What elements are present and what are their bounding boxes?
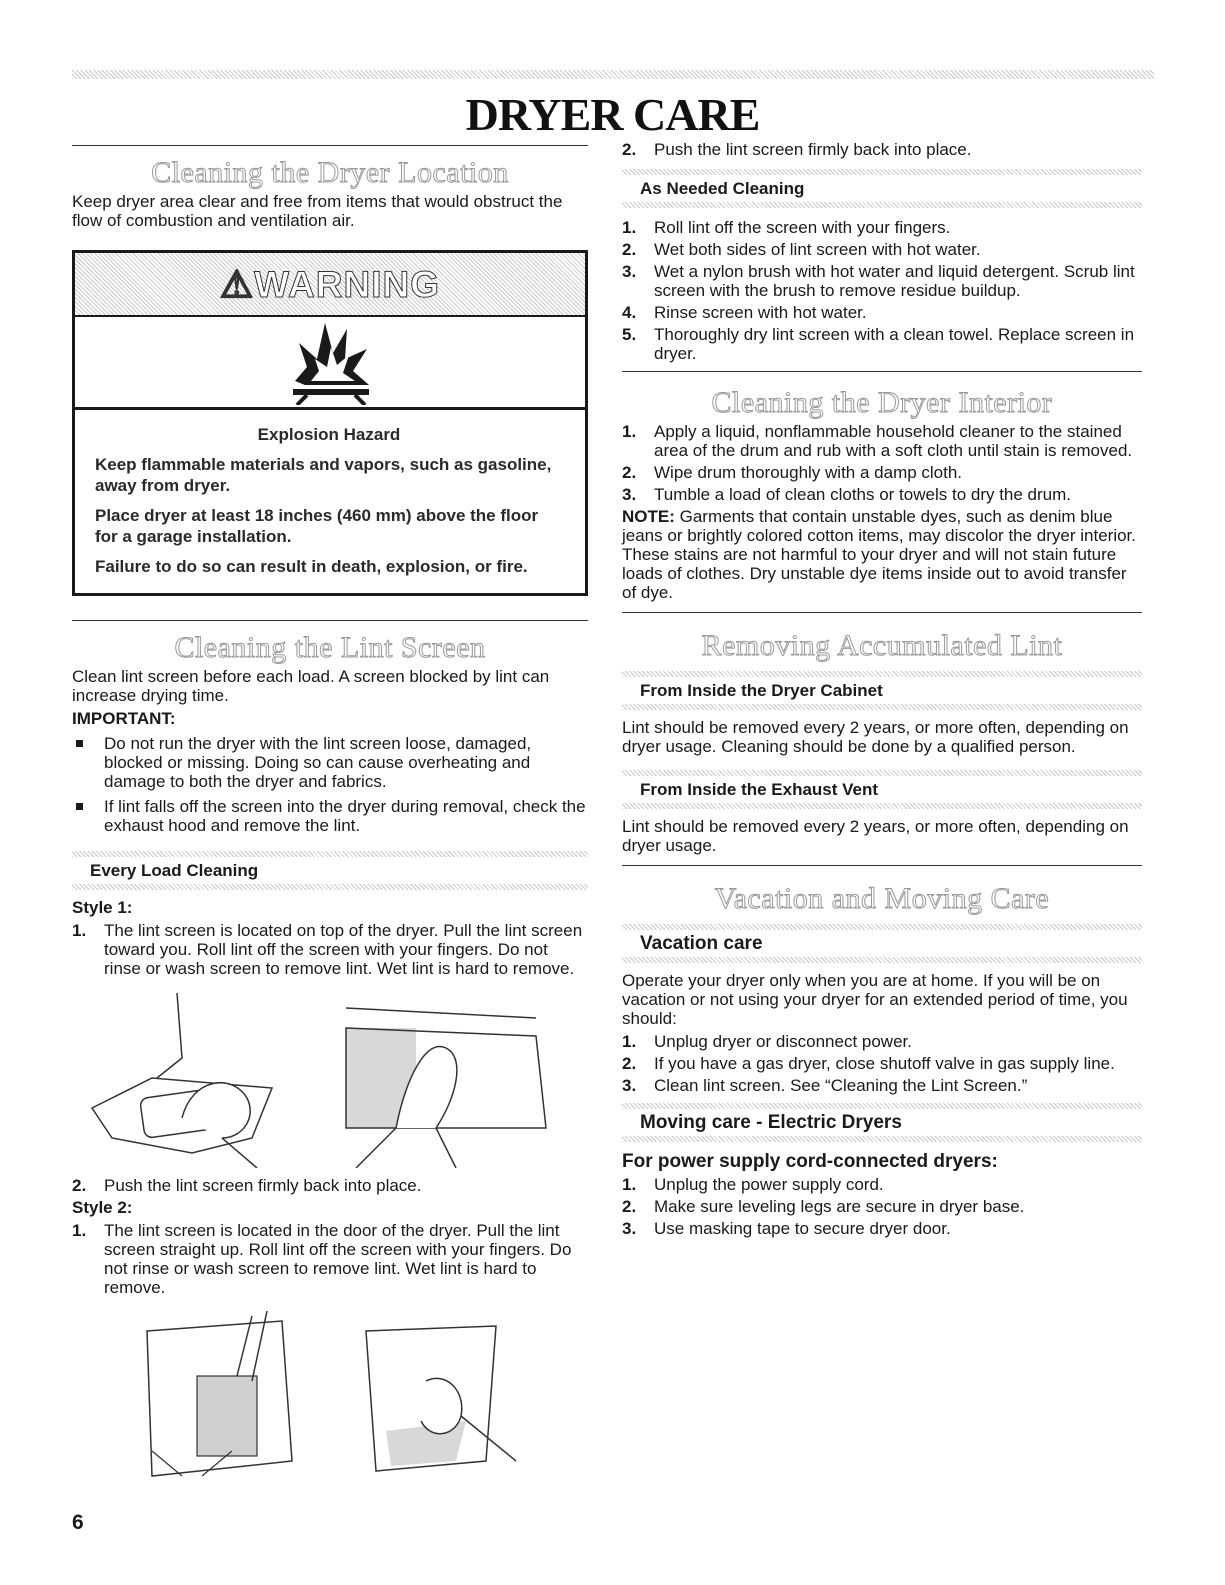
style2-illustrations — [142, 1311, 588, 1481]
interior-steps — [622, 422, 1142, 504]
warning-box — [72, 250, 588, 596]
style1-steps — [72, 921, 588, 978]
step-text: The lint screen is located on top of the dryer. Pull the lint screen toward you. Roll lint off the screen with your fingers. Do not rinse or wash screen to remove lint. Wet lint is hard to remove. — [104, 921, 583, 978]
style2-steps — [72, 1221, 588, 1297]
step-text: If you have a gas dryer, close shutoff valve in gas supply line. — [654, 1054, 1115, 1073]
heading-text: Moving care - Electric Dryers — [640, 1112, 902, 1133]
step-number: 5. — [622, 325, 637, 344]
step-number: 1. — [622, 1032, 637, 1051]
step-text: Wet both sides of lint screen with hot water. — [654, 240, 981, 259]
warning-header — [75, 253, 585, 317]
list-item — [622, 1197, 1142, 1216]
step-text: Wet a nylon brush with hot water and liquid detergent. Scrub lint screen with the brush to remove residue buildup. — [654, 262, 1135, 300]
step-number: 4. — [622, 303, 637, 322]
list-item — [72, 1221, 588, 1297]
every-load-heading — [72, 851, 588, 890]
section-rule — [622, 612, 1142, 613]
heading-text: From Inside the Dryer Cabinet — [640, 681, 883, 700]
step-number: 2. — [72, 1176, 87, 1195]
step-number: 1. — [622, 1175, 637, 1194]
moving-steps — [622, 1175, 1142, 1238]
explosion-icon — [285, 319, 375, 405]
list-item — [72, 1176, 588, 1195]
top-rule — [72, 70, 1154, 79]
cord-heading: For power supply cord-connected dryers: — [622, 1151, 998, 1172]
section-title-accumulated: Removing Accumulated Lint — [701, 629, 1063, 662]
section-title-vacation: Vacation and Moving Care — [714, 882, 1050, 915]
step-text: Push the lint screen firmly back into place. — [104, 1176, 422, 1195]
list-item — [622, 422, 1142, 460]
list-item — [622, 1219, 1142, 1238]
step-text: Push the lint screen firmly back into place. — [654, 140, 972, 159]
step-text: Unplug the power supply cord. — [654, 1175, 884, 1194]
section-title-interior: Cleaning the Dryer Interior — [711, 386, 1053, 419]
left-column — [72, 145, 588, 1489]
page-number: 6 — [72, 1511, 84, 1534]
vent-text: Lint should be removed every 2 years, or more often, depending on dryer usage. — [622, 817, 1129, 855]
warning-body — [75, 410, 585, 593]
step-text: Make sure leveling legs are secure in dryer base. — [654, 1197, 1025, 1216]
list-item — [72, 797, 588, 835]
warning-triangle-icon: ⚠ — [220, 263, 255, 305]
list-item — [72, 734, 588, 791]
list-item — [72, 921, 588, 978]
bullet-text: If lint falls off the screen into the dryer during removal, check the exhaust hood and remove the lint. — [104, 797, 586, 835]
important-label: IMPORTANT: — [72, 709, 176, 728]
list-item — [622, 1054, 1142, 1073]
step-number: 2. — [622, 140, 637, 159]
step-number: 2. — [622, 1197, 637, 1216]
step-text: Use masking tape to secure dryer door. — [654, 1219, 951, 1238]
bullet-icon — [76, 803, 83, 810]
style2-steps-cont — [622, 140, 1142, 159]
section-title-location: Cleaning the Dryer Location — [151, 156, 509, 189]
warning-line-2: Place dryer at least 18 inches (460 mm) above the floor for a garage installation. — [95, 506, 539, 546]
step-text: Roll lint off the screen with your fingers. — [654, 218, 951, 237]
style1-illustrations — [72, 988, 588, 1168]
step-number: 2. — [622, 463, 637, 482]
list-item — [622, 1032, 1142, 1051]
vent-heading — [622, 770, 1142, 809]
list-item — [622, 463, 1142, 482]
section-rule — [622, 371, 1142, 372]
heading-text: From Inside the Exhaust Vent — [640, 780, 879, 799]
step-number: 3. — [622, 485, 637, 504]
step-text: Thoroughly dry lint screen with a clean towel. Replace screen in dryer. — [654, 325, 1135, 363]
note-label: NOTE: — [622, 507, 675, 526]
warning-hazard: Explosion Hazard — [257, 425, 401, 444]
warning-label — [220, 263, 440, 305]
heading-band — [622, 1136, 1142, 1142]
step-number: 3. — [622, 1076, 637, 1095]
step-text: Unplug dryer or disconnect power. — [654, 1032, 912, 1051]
step-text: Wipe drum thoroughly with a damp cloth. — [654, 463, 963, 482]
list-item — [622, 140, 1142, 159]
lint-screen-hand-illustration — [346, 1311, 526, 1481]
heading-band — [622, 803, 1142, 809]
section-title-lint: Cleaning the Lint Screen — [174, 631, 486, 664]
lint-screen-door-illustration — [142, 1311, 322, 1481]
as-needed-heading — [622, 169, 1142, 208]
lint-screen-roll-illustration — [336, 988, 566, 1168]
moving-heading — [622, 1103, 1142, 1142]
warning-line-3: Failure to do so can result in death, explosion, or fire. — [95, 557, 528, 576]
as-needed-steps — [622, 218, 1142, 363]
list-item — [622, 218, 1142, 237]
cabinet-heading — [622, 671, 1142, 710]
interior-note — [622, 507, 1142, 602]
vacation-steps — [622, 1032, 1142, 1095]
warning-label-text: WARNING — [254, 263, 440, 305]
section-rule — [622, 865, 1142, 866]
heading-band — [622, 202, 1142, 208]
vacation-text: Operate your dryer only when you are at home. If you will be on vacation or not using your dryer for an extended period of time, you should: — [622, 971, 1128, 1028]
step-number: 1. — [622, 218, 637, 237]
list-item — [622, 240, 1142, 259]
list-item — [622, 1076, 1142, 1095]
bullet-text: Do not run the dryer with the lint screen loose, damaged, blocked or missing. Doing so can cause overheating and damage to both the dryer and fabrics. — [104, 734, 532, 791]
heading-band — [622, 957, 1142, 963]
note-text: Garments that contain unstable dyes, such as denim blue jeans or brightly colored cotton items, may discolor the dryer interior. These stains are not harmful to your dryer and will not stain future loads of clothes. Dry unstable dye items inside out to avoid transfer of dye. — [622, 507, 1137, 602]
style1-label: Style 1: — [72, 898, 133, 917]
list-item — [622, 303, 1142, 322]
step-text: The lint screen is located in the door of the dryer. Pull the lint screen straight up. Roll lint off the screen with your fingers. Do not rinse or wash screen to remove lint. Wet lint is hard to remove. — [104, 1221, 572, 1297]
list-item — [622, 325, 1142, 363]
section-rule — [72, 620, 588, 621]
cabinet-text: Lint should be removed every 2 years, or more often, depending on dryer usage. Cleaning should be done by a qualified person. — [622, 718, 1129, 756]
heading-band — [72, 884, 588, 890]
step-number: 2. — [622, 240, 637, 259]
step-number: 3. — [622, 262, 637, 281]
vacation-heading — [622, 924, 1142, 963]
step-number: 3. — [622, 1219, 637, 1238]
lint-text: Clean lint screen before each load. A screen blocked by lint can increase drying time. — [72, 667, 550, 705]
list-item — [622, 262, 1142, 300]
step-text: Rinse screen with hot water. — [654, 303, 867, 322]
step-number: 1. — [72, 1221, 87, 1240]
style2-label: Style 2: — [72, 1198, 133, 1217]
step-number: 2. — [622, 1054, 637, 1073]
step-text: Tumble a load of clean cloths or towels to dry the drum. — [654, 485, 1072, 504]
lint-screen-top-illustration — [72, 988, 312, 1168]
right-column — [622, 140, 1142, 1241]
step-text: Clean lint screen. See “Cleaning the Lint Screen.” — [654, 1076, 1028, 1095]
page-title: DRYER CARE — [465, 89, 760, 140]
step-text: Apply a liquid, nonflammable household cleaner to the stained area of the drum and rub with a soft cloth until stain is removed. — [654, 422, 1133, 460]
section-rule — [72, 145, 588, 146]
bullet-icon — [76, 740, 83, 747]
list-item — [622, 485, 1142, 504]
heading-text: As Needed Cleaning — [640, 179, 805, 198]
explosion-icon-area — [75, 317, 585, 410]
heading-text: Every Load Cleaning — [90, 861, 259, 880]
style1-steps-cont — [72, 1176, 588, 1195]
step-number: 1. — [72, 921, 87, 940]
step-number: 1. — [622, 422, 637, 441]
heading-text: Vacation care — [640, 933, 763, 954]
location-text: Keep dryer area clear and free from items that would obstruct the flow of combustion and ventilation air. — [72, 192, 563, 230]
list-item — [622, 1175, 1142, 1194]
important-list — [72, 734, 588, 835]
warning-line-1: Keep flammable materials and vapors, such as gasoline, away from dryer. — [95, 455, 552, 495]
heading-band — [622, 704, 1142, 710]
